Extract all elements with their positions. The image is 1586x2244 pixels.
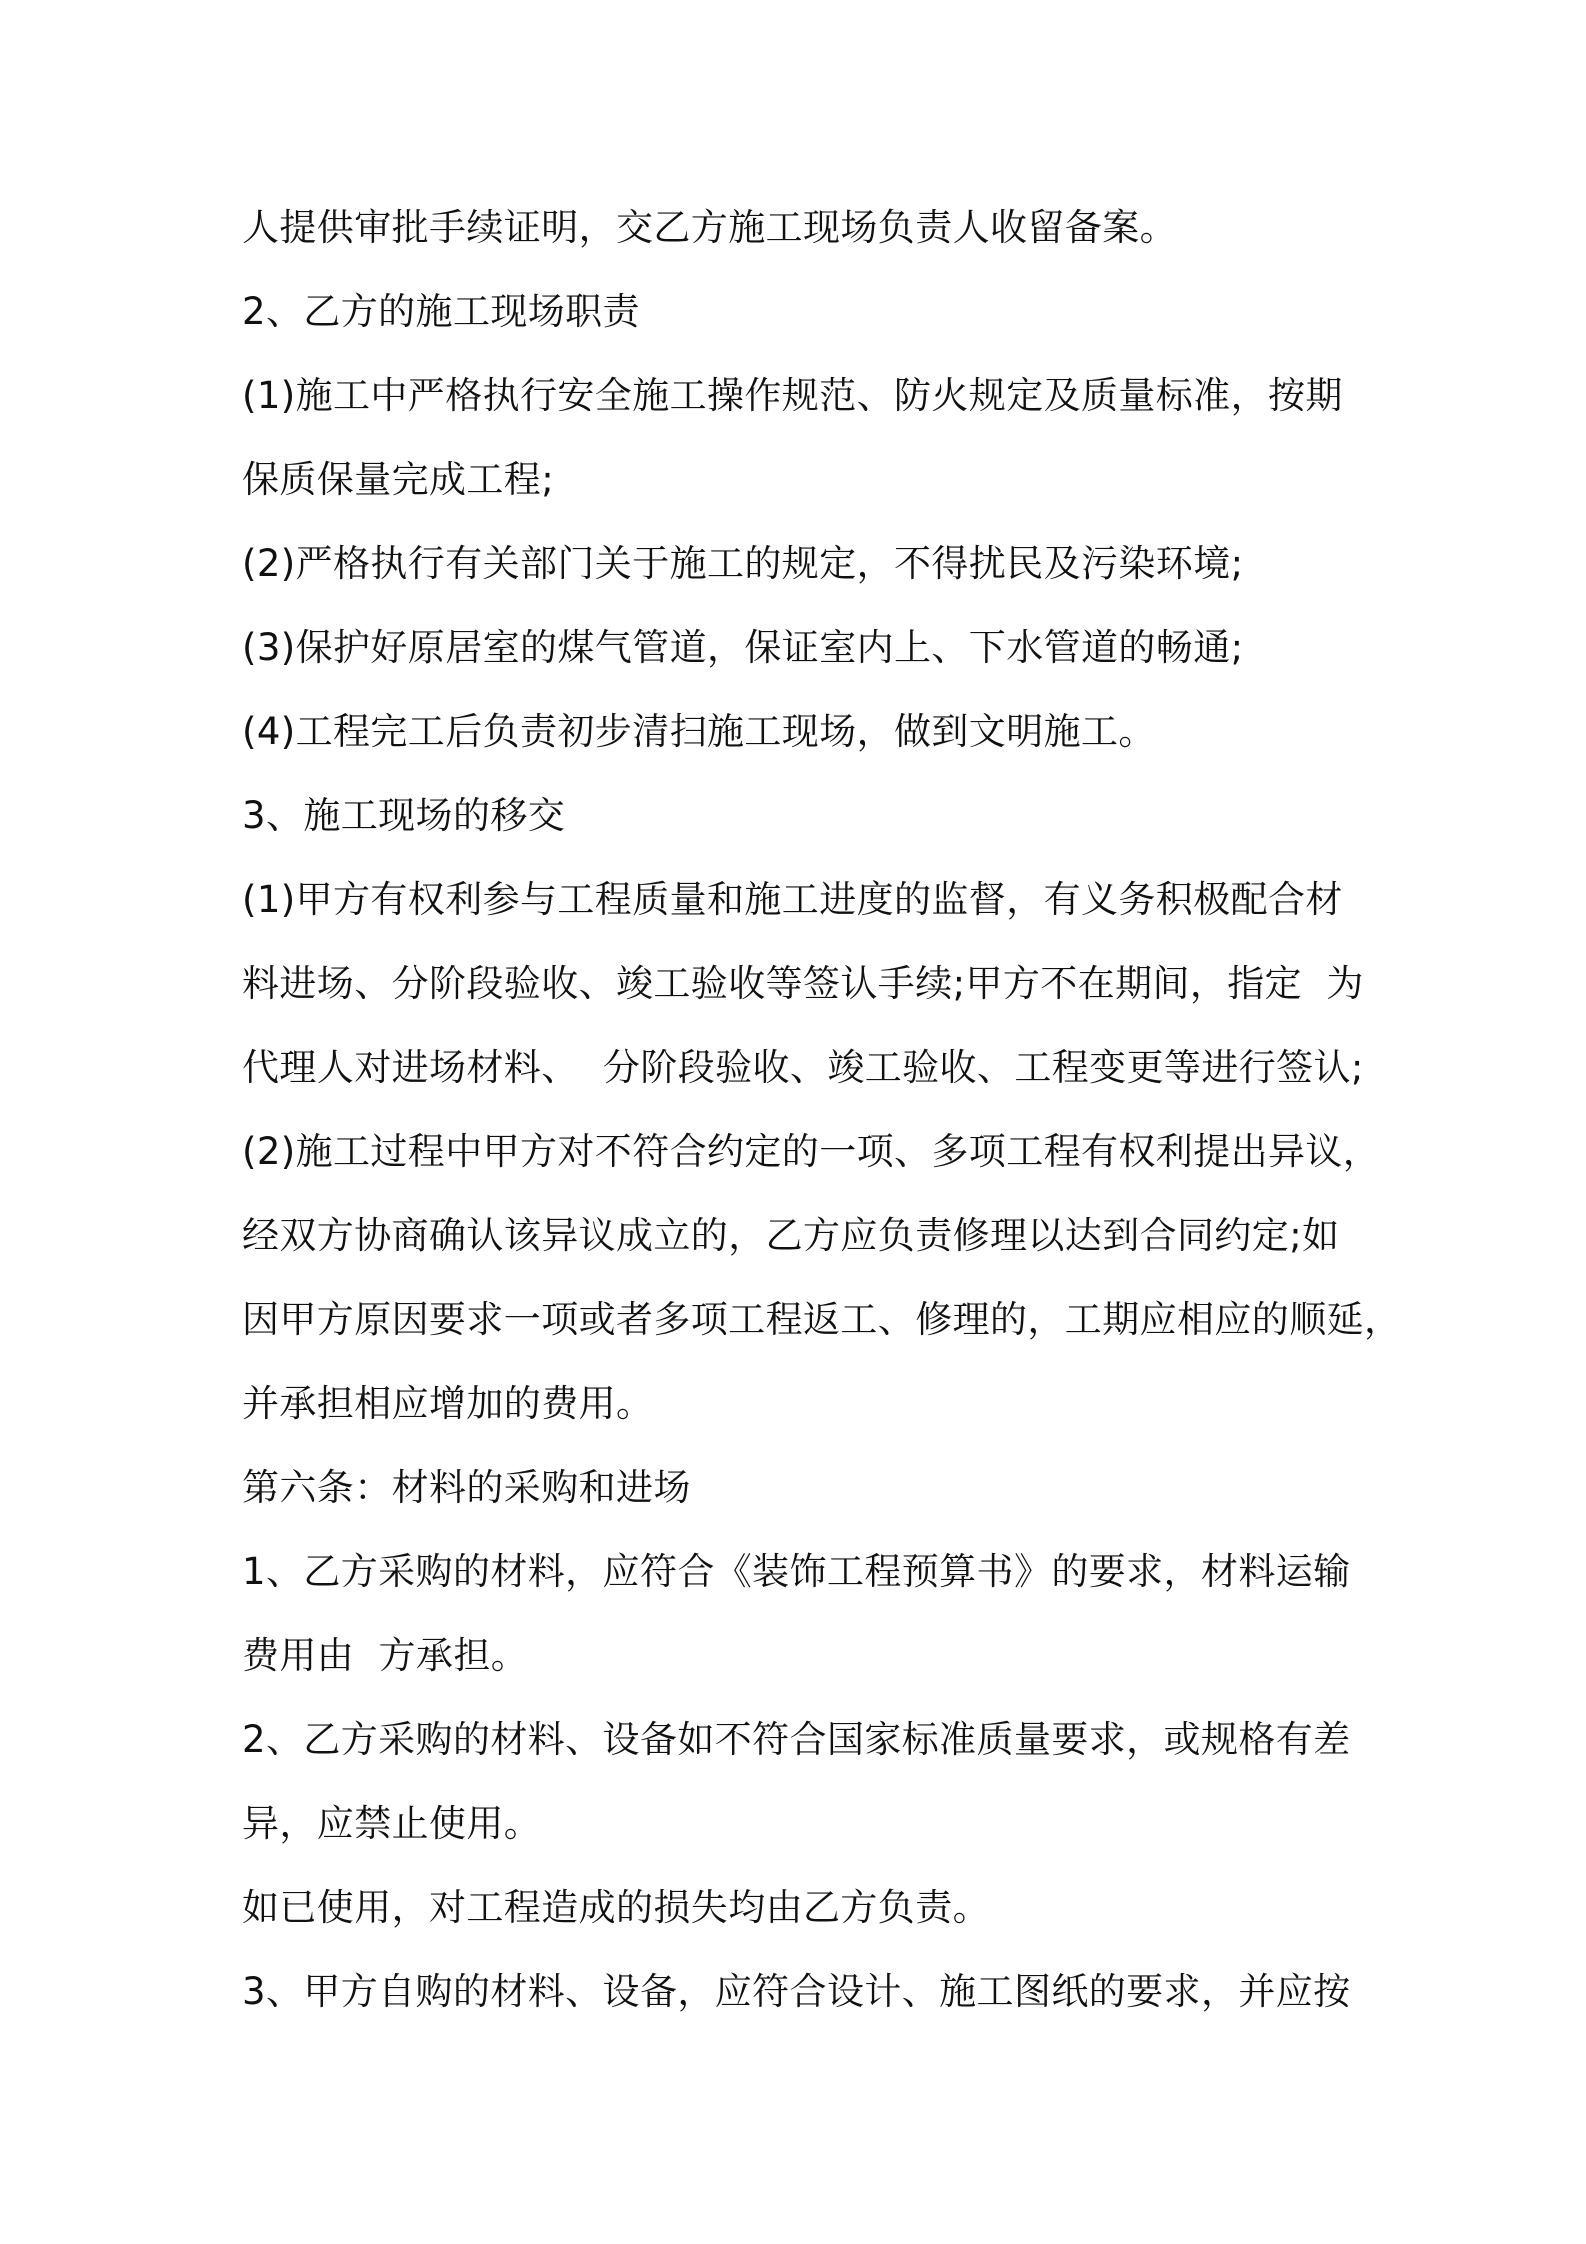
- text-line: 如已使用，对工程造成的损失均由乙方负责。: [242, 1886, 990, 1929]
- text-line: 代理人对进场材料、 分阶段验收、竣工验收、工程变更等进行签认;: [242, 1046, 1364, 1089]
- text-line: 料进场、分阶段验收、竣工验收等签认手续;甲方不在期间，指定 为: [242, 962, 1364, 1005]
- text-line: 3、甲方自购的材料、设备，应符合设计、施工图纸的要求，并应按: [242, 1970, 1351, 2013]
- text-line: 费用由 方承担。: [242, 1634, 529, 1677]
- section-heading: 2、乙方的施工现场职责: [242, 290, 640, 333]
- text-line: (2)施工过程中甲方对不符合约定的一项、多项工程有权利提出异议，: [242, 1130, 1381, 1173]
- text-line: (1)施工中严格执行安全施工操作规范、防火规定及质量标准，按期: [242, 374, 1343, 417]
- document-body: [242, 196, 1402, 2044]
- text-line: 保质保量完成工程;: [242, 458, 555, 501]
- text-line: 人提供审批手续证明，交乙方施工现场负责人收留备案。: [242, 206, 1177, 249]
- article-heading: 第六条：材料的采购和进场: [242, 1466, 691, 1509]
- text-line: 经双方协商确认该异议成立的，乙方应负责修理以达到合同约定;如: [242, 1214, 1340, 1257]
- text-line: 1、乙方采购的材料，应符合《装饰工程预算书》的要求，材料运输: [242, 1550, 1351, 1593]
- text-line: 异，应禁止使用。: [242, 1802, 542, 1845]
- section-heading: 3、施工现场的移交: [242, 794, 566, 837]
- text-line: 因甲方原因要求一项或者多项工程返工、修理的，工期应相应的顺延，: [242, 1298, 1402, 1341]
- text-line: (4)工程完工后负责初步清扫施工现场，做到文明施工。: [242, 710, 1156, 753]
- text-line: (2)严格执行有关部门关于施工的规定，不得扰民及污染环境;: [242, 542, 1244, 585]
- text-line: (3)保护好原居室的煤气管道，保证室内上、下水管道的畅通;: [242, 626, 1244, 669]
- text-line: 并承担相应增加的费用。: [242, 1382, 654, 1425]
- text-line: (1)甲方有权利参与工程质量和施工进度的监督，有义务积极配合材: [242, 878, 1343, 921]
- text-line: 2、乙方采购的材料、设备如不符合国家标准质量要求，或规格有差: [242, 1718, 1351, 1761]
